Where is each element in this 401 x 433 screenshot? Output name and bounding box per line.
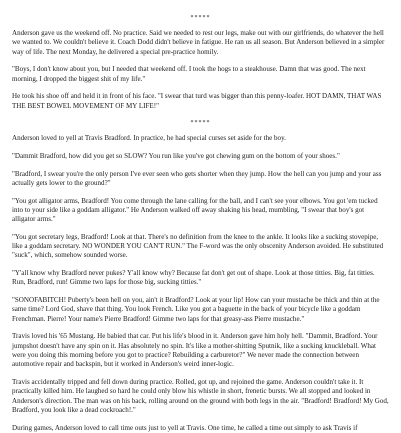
paragraph: "Y'all know why Bradford never pukes? Y'all know why? Because fat don't get out of shape. Look at those titties. Big, fat titties. Run, Bradford, run! Gimme two laps for those big, sucking titties." xyxy=(12,269,375,287)
paragraph: Travis loved his '65 Mustang. He babied that car. Put his life's blood in it. Anderson gave him holy hell. "Dammit, Bradford. Your jumpshot doesn't have any spin on it. Has absolutely no spin. It's like a mother-shitting Sputnik, like a sucking knuckleball. What were you doing this morning before you got to practice? Rebuilding a carburetor?" We never made the connection between automotive repair and backspin, but it worked in Anderson's weird inner-logic. xyxy=(12,332,378,369)
paragraph: During games, Anderson loved to call time outs just to yell at Travis. One time, he called a time out simply to ask Travis if xyxy=(12,423,358,432)
paragraph: "You got alligator arms, Bradford! You come through the lane calling for the ball, and I can't see your elbows. You got 'em tucked into to your side like a goddam alligator." He Anderson walked off away shaking his head, mumbling, "I swear that boy's got alligator arms." xyxy=(12,196,378,224)
section-separator: ***** xyxy=(190,15,211,21)
paragraph: "Boys, I don't know about you, but I needed that weekend off. I took the hogs to a steakhouse. Damn that was good. The next morning, I dropped the biggest shit of my life." xyxy=(12,65,366,83)
paragraph: "Dammit Bradford, how did you get so SLOW? You run like you've got chewing gum on the bottom of your shoes." xyxy=(12,151,340,160)
section-separator: ***** xyxy=(190,120,211,127)
paragraph: Travis accidentally tripped and fell down during practice. Rolled, got up, and rejoined the game. Anderson couldn't take it. It practically killed him. He laughed so hard he could only blow his whistle in short, frenetic bursts. We all stopped and looked in Anderson's direction. The man was on his back, rolling around on the ground with both legs in the air. "Bradford! Bradford! My God, Bradford, you look like a dead cockroach!." xyxy=(12,378,389,414)
paragraph: He took his shoe off and held it in front of his face. "I swear that turd was bigger than this penny-loafer. HOT DAMN, THAT WAS THE BEST BOWEL MOVEMENT OF MY LIFE!" xyxy=(12,92,382,110)
paragraph: Anderson gave us the weekend off. No practice. Said we needed to rest our legs, make out with our girlfriends, do whatever the hell we wanted to. We couldn't believe it. Coach Dodd didn't believe in fatigue. He ran us all season. But Anderson believed in a simpler way of life. The next Monday, he delivered a special pre-practice homily. xyxy=(12,29,385,56)
paragraph: Anderson loved to yell at Travis Bradford. In practice, he had special curses set aside for the boy. xyxy=(12,134,286,143)
paragraph: "SONOFABITCH! Puberty's been hell on you, ain't it Bradford? Look at your lip! How can your mustache be thick and thin at the same time? Lord God, shave that thing. You look French. Like you got a baguette in the back of your bicycle like a goddam Frenchman. Pierre! Your name's Pierre Bradford! Gimme two laps for that greasy-ass Pierre mustache." xyxy=(12,296,380,323)
paragraph: "You got secretary legs, Bradford! Look at that. There's no definition from the knee to the ankle. It looks like a sucking stovepipe, like a goddam secretary. NO WONDER YOU CAN'T RUN." The F-word was the only obscenity Anderson avoided. He substituted "suck", which, somehow sounded worse. xyxy=(12,232,384,260)
paragraph: "Bradford, I swear you're the only person I've ever seen who gets shorter when they jump. How the hell can you jump and your ass actually gets lower to the ground?" xyxy=(12,169,382,187)
